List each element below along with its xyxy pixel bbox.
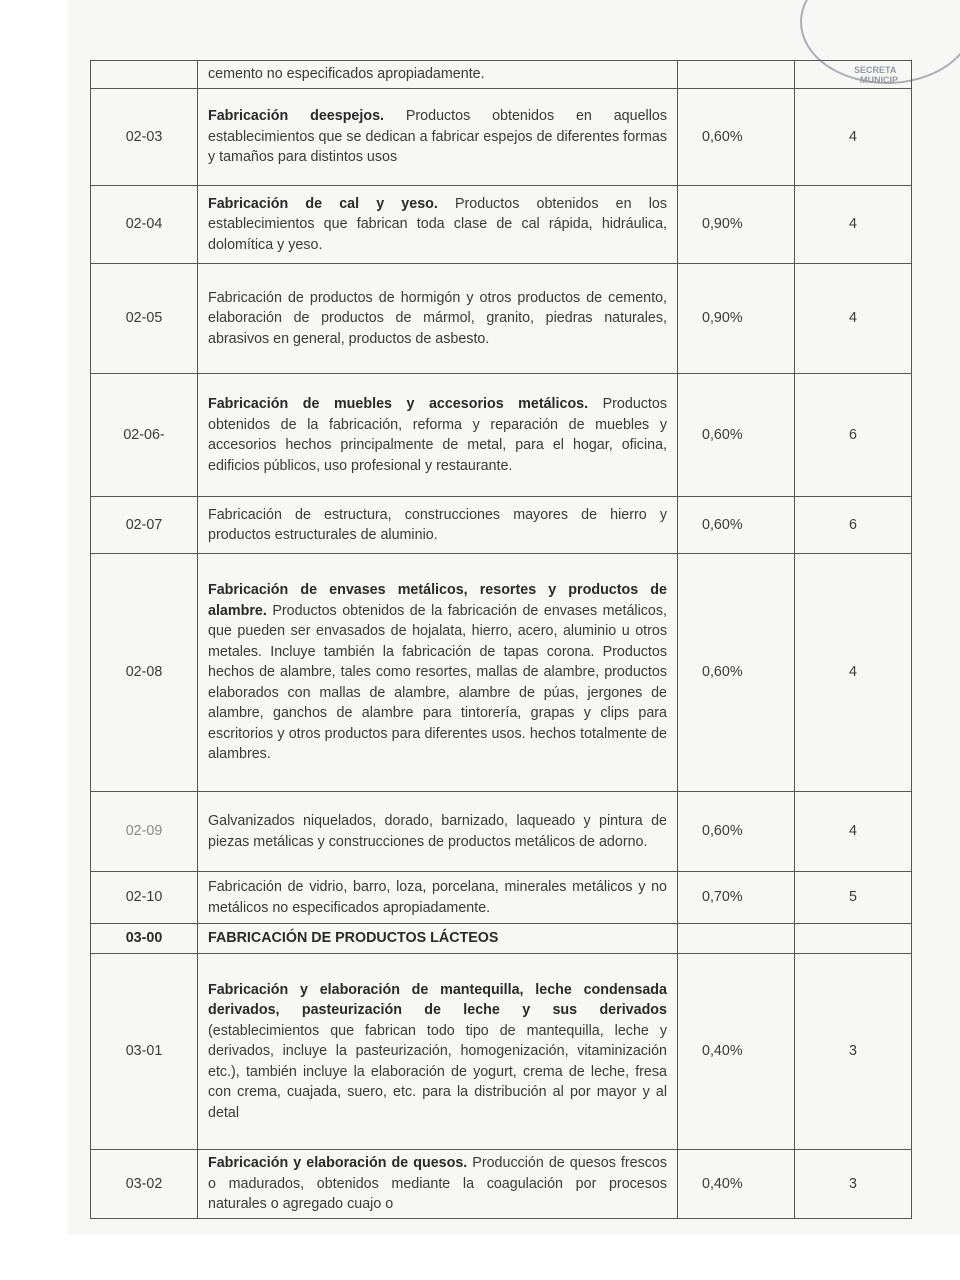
- table-row: [91, 264, 912, 374]
- count-text: 3: [849, 1043, 857, 1060]
- description-title: Fabricación de cal y yeso.: [208, 195, 438, 212]
- description-title: Fabricación de envases metálicos, resortes y productos de alambre.: [208, 582, 667, 619]
- description-text: Productos obtenidos de la fabricación de envases metálicos, que pueden ser envasados de hojalata, hierro, acero, aluminio u otros metales. Incluye también la fabricación de tapas corona. Productos hechos de alambre, tales como resortes, mallas de alambre, productos elaborados con mallas de alambre, alambre de púas, jergones de alambre, ganchos de alambre para tintorería, grapas y clips para escritorios y otros productos para diferentes usos. hechos totalmente de alambres.: [208, 602, 667, 763]
- activity-description: [198, 89, 678, 186]
- rate-text: 0,40%: [702, 1175, 743, 1192]
- minimum-tax: [795, 374, 912, 497]
- tax-rate: [678, 497, 795, 554]
- minimum-tax: [795, 1150, 912, 1219]
- count-text: 4: [849, 310, 857, 327]
- activity-description: [198, 374, 678, 497]
- activity-description: [198, 792, 678, 872]
- table-row: [91, 374, 912, 497]
- code-text: 03-01: [125, 1043, 163, 1060]
- description-title: Fabricación deespejos.: [208, 108, 385, 125]
- activity-code: [91, 1150, 198, 1219]
- activity-code: [91, 186, 198, 264]
- table-row: [91, 89, 912, 186]
- stamp-text-1: SECRETA: [854, 65, 897, 75]
- code-text: 03-02: [125, 1175, 163, 1192]
- count-text: 4: [849, 823, 857, 840]
- tax-rate: [678, 954, 795, 1150]
- tax-rate: [678, 89, 795, 186]
- description-text: (establecimientos que fabrican todo tipo de mantequilla, leche y derivados, incluye la pasteurización, homogenización, vitaminización etc.), también incluye la elaboración de yogurt, crema de leche, fresa con crema, cuajada, suero, etc. para la distribución al por mayor y al detal: [208, 1022, 667, 1121]
- activity-code: [91, 497, 198, 554]
- description-title: FABRICACIÓN DE PRODUCTOS LÁCTEOS: [208, 930, 499, 947]
- code-text: 02-03: [125, 128, 163, 145]
- activity-code: [91, 954, 198, 1150]
- activity-description: [198, 954, 678, 1150]
- activity-code: [91, 264, 198, 374]
- description-title: Fabricación y elaboración de mantequilla, leche condensada derivados, pasteurización de leche y sus derivados: [208, 981, 667, 1019]
- minimum-tax: [795, 954, 912, 1150]
- activity-description: [198, 1150, 678, 1219]
- count-text: 6: [849, 426, 857, 443]
- count-text: 4: [849, 216, 857, 233]
- count-text: 4: [849, 128, 857, 145]
- table-row: [91, 954, 912, 1150]
- rate-text: 0,60%: [702, 823, 743, 840]
- table-row: [91, 792, 912, 872]
- activity-code: [91, 374, 198, 497]
- description-text: cemento no especificados apropiadamente.: [208, 66, 485, 83]
- activity-tax-table: [90, 60, 912, 1219]
- tax-rate: [678, 554, 795, 792]
- tax-rate: [678, 264, 795, 374]
- rate-text: 0,40%: [702, 1043, 743, 1060]
- description-title: Fabricación y elaboración de quesos.: [208, 1155, 468, 1171]
- count-text: 6: [849, 516, 857, 533]
- code-text: 02-10: [125, 889, 163, 906]
- minimum-tax: [795, 872, 912, 924]
- code-text: 02-08: [125, 664, 163, 681]
- description-text: Fabricación de vidrio, barro, loza, porcelana, minerales metálicos y no metálicos no especificados apropiadamente.: [208, 879, 667, 916]
- rate-text: 0,90%: [702, 216, 743, 233]
- description-text: Galvanizados niquelados, dorado, barnizado, laqueado y pintura de piezas metálicas y construcciones de productos metálicos de adorno.: [208, 813, 667, 850]
- activity-description: [198, 924, 678, 954]
- description-title: Fabricación de muebles y accesorios metálicos.: [208, 396, 589, 412]
- table-row: [91, 61, 912, 89]
- tax-rate: [678, 186, 795, 264]
- tax-rate: [678, 792, 795, 872]
- rate-text: 0,60%: [702, 426, 743, 443]
- rate-text: 0,60%: [702, 516, 743, 533]
- description-text: Productos obtenidos en aquellos establecimientos que se dedican a fabricar espejos de diferentes formas y tamaños para distintos usos: [208, 108, 667, 166]
- table-row: [91, 1150, 912, 1219]
- code-text: 02-04: [125, 216, 163, 233]
- code-text: 02-07: [125, 516, 163, 533]
- tax-rate: [678, 1150, 795, 1219]
- rate-text: 0,70%: [702, 889, 743, 906]
- activity-code: [91, 89, 198, 186]
- table-row: [91, 186, 912, 264]
- section-row: [91, 924, 912, 954]
- minimum-tax: [795, 924, 912, 954]
- table-row: [91, 497, 912, 554]
- activity-description: [198, 186, 678, 264]
- rate-text: 0,90%: [702, 310, 743, 327]
- minimum-tax: [795, 186, 912, 264]
- minimum-tax: [795, 792, 912, 872]
- description-text: Producción de quesos frescos o madurados, obtenidos mediante la coagulación por procesos naturales o agregado cuajo o: [208, 1155, 667, 1212]
- minimum-tax: [795, 264, 912, 374]
- description-text: Productos obtenidos de la fabricación, reforma y reparación de muebles y accesorios hechos principalmente de metal, para el hogar, oficina, edificios públicos, uso profesional y restaurante.: [208, 396, 667, 474]
- activity-code: [91, 554, 198, 792]
- rate-text: 0,60%: [702, 664, 743, 681]
- stamp-text-2: MUNICIP: [860, 75, 898, 85]
- activity-description: [198, 497, 678, 554]
- tax-rate: [678, 61, 795, 89]
- activity-description: [198, 872, 678, 924]
- tax-rate: [678, 374, 795, 497]
- minimum-tax: [795, 61, 912, 89]
- description-text: Productos obtenidos en los establecimientos que fabrican toda clase de cal rápida, hidráulica, dolomítica y yeso.: [208, 195, 667, 253]
- activity-description: [198, 61, 678, 89]
- minimum-tax: [795, 497, 912, 554]
- description-text: Fabricación de productos de hormigón y otros productos de cemento, elaboración de productos de mármol, granito, piedras naturales, abrasivos en general, productos de asbesto.: [208, 289, 667, 347]
- count-text: 3: [849, 1175, 857, 1192]
- table-row: [91, 872, 912, 924]
- count-text: 5: [849, 889, 857, 906]
- table-row: [91, 554, 912, 792]
- activity-code: [91, 61, 198, 89]
- activity-code: [91, 872, 198, 924]
- minimum-tax: [795, 89, 912, 186]
- code-text: 03-00: [125, 930, 163, 947]
- rate-text: 0,60%: [702, 128, 743, 145]
- activity-description: [198, 264, 678, 374]
- code-text: 02-09: [125, 823, 163, 840]
- tax-rate: [678, 872, 795, 924]
- code-text: 02-06-: [123, 426, 165, 443]
- count-text: 4: [849, 664, 857, 681]
- code-text: 02-05: [125, 310, 163, 327]
- activity-code: [91, 792, 198, 872]
- tax-rate: [678, 924, 795, 954]
- minimum-tax: [795, 554, 912, 792]
- description-text: Fabricación de estructura, construcciones mayores de hierro y productos estructurales de aluminio.: [208, 506, 667, 543]
- activity-description: [198, 554, 678, 792]
- activity-code: [91, 924, 198, 954]
